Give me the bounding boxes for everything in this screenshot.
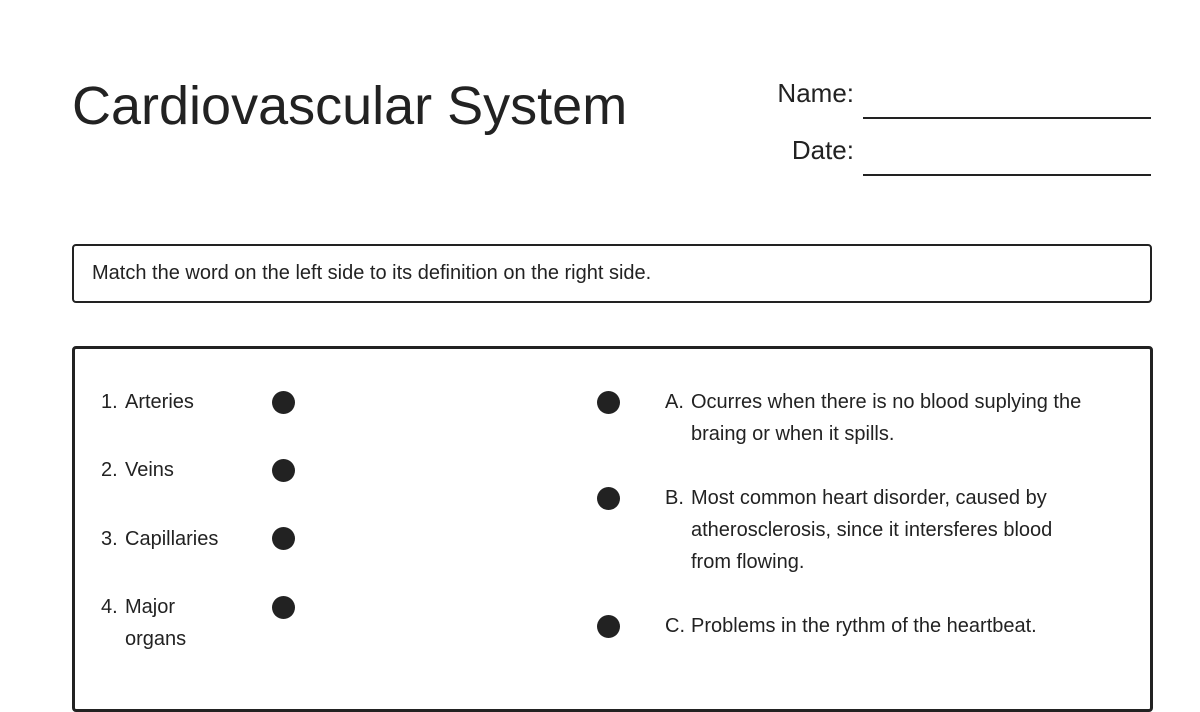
definition-c-connector-dot[interactable] [597,615,620,638]
term-text: Veins [125,459,174,481]
worksheet-title: Cardiovascular System [72,76,628,136]
term-1-connector-dot[interactable] [272,391,295,414]
definition-item-c [665,610,1135,642]
definition-text: Ocurres when there is no blood suplying the braing or when it spills. [691,391,1082,445]
definition-a-connector-dot[interactable] [597,391,620,414]
date-label: Date: [791,135,854,165]
name-label: Name: [777,78,854,108]
definition-b-connector-dot[interactable] [597,487,620,510]
term-item-4 [101,591,241,655]
term-number: 2. [101,459,118,481]
term-3-connector-dot[interactable] [272,527,295,550]
date-field [740,134,1152,174]
definition-text: Most common heart disorder, caused by atherosclerosis, since it intersferes blood from flowing. [691,487,1053,573]
definition-text: Problems in the rythm of the heartbeat. [691,615,1037,637]
term-item-2 [101,454,241,486]
term-number: 3. [101,528,118,550]
term-4-connector-dot[interactable] [272,596,295,619]
definition-item-a [665,386,1135,450]
instructions-box [72,244,1152,303]
term-text: Capillaries [125,528,219,550]
name-blank-line[interactable] [863,117,1151,119]
term-text: Arteries [125,391,194,413]
term-2-connector-dot[interactable] [272,459,295,482]
matching-exercise-box [72,346,1153,712]
definition-letter: A. [665,391,684,413]
term-item-1 [101,386,241,418]
definition-item-b [665,482,1135,578]
instructions-text: Match the word on the left side to its definition on the right side. [92,262,652,284]
term-number: 1. [101,391,118,413]
date-blank-line[interactable] [863,174,1151,176]
term-text: Major organs [125,596,187,650]
definition-letter: C. [665,615,685,637]
definition-letter: B. [665,487,684,509]
term-item-3 [101,523,241,555]
term-number: 4. [101,596,118,618]
name-field [740,77,1152,117]
